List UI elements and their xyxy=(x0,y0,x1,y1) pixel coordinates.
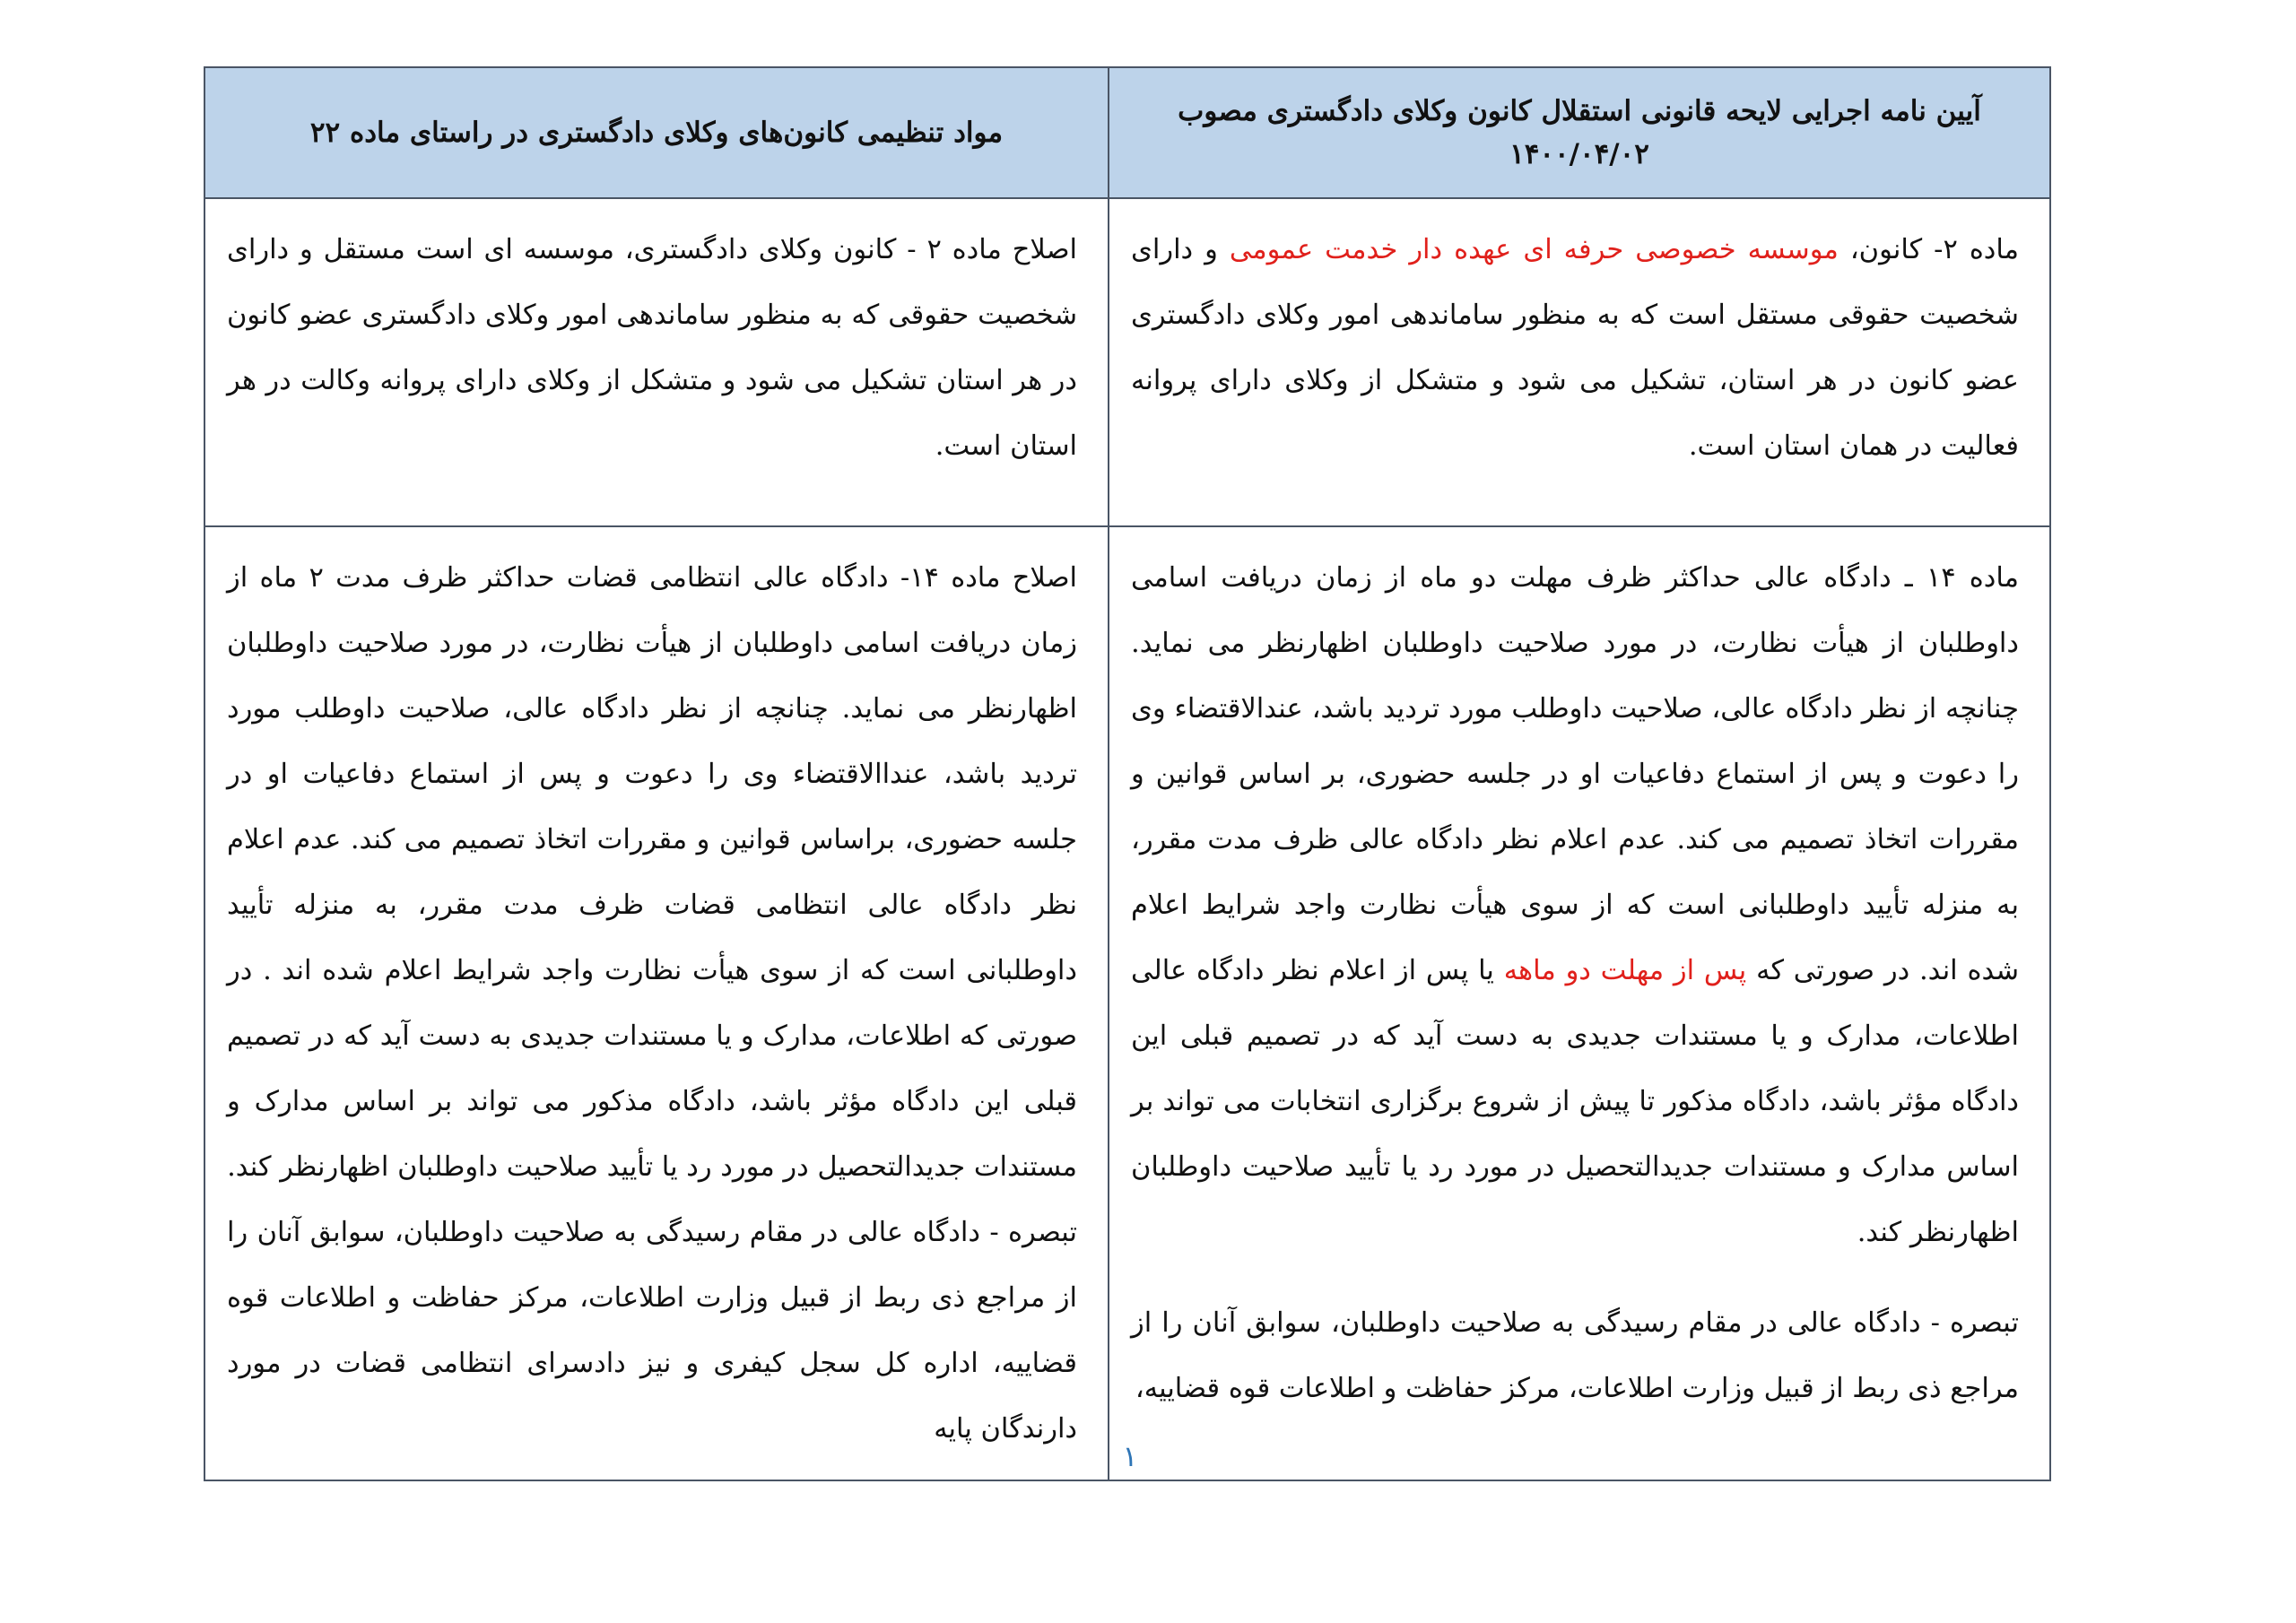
highlighted-text: موسسه خصوصی حرفه ای عهده دار خدمت عمومی xyxy=(1229,234,1839,265)
comparison-table xyxy=(204,66,2051,1481)
highlighted-text: پس از مهلت دو ماهه xyxy=(1503,955,1747,986)
table-row xyxy=(204,198,2050,526)
article-paragraph xyxy=(1131,545,2019,1265)
page-number: ۱ xyxy=(1122,1439,1138,1473)
cell-article-14-regulation xyxy=(1109,526,2050,1480)
header-bar-amendments: مواد تنظیمی کانون‌های وکلای دادگستری در راستای ماده ۲۲ xyxy=(204,67,1109,198)
cell-article-2-regulation xyxy=(1109,198,2050,526)
text-segment: و دارای شخصیت حقوقی مستقل است که به منظور ساماندهی امور وکلای دادگستری عضو کانون در هر استان، تشکیل می شود و متشکل از وکلای دارای پروانه فعالیت در همان استان است. xyxy=(1131,234,2019,462)
cell-paragraph: اصلاح ماده ۲ - کانون وکلای دادگستری، موسسه ای است مستقل و دارای شخصیت حقوقی که به منظور ساماندهی امور وکلای دادگستری عضو کانون در هر استان تشکیل می شود و متشکل از وکلای دارای پروانه وکالت در هر استان است. xyxy=(227,234,1077,462)
note-paragraph: تبصره - دادگاه عالی در مقام رسیدگی به صلاحیت داوطلبان، سوابق آنان را از مراجع ذی ربط از قبیل وزارت اطلاعات، مرکز حفاظت و اطلاعات قوه قضاییه، xyxy=(1131,1307,2019,1404)
table-header-row xyxy=(204,67,2050,198)
cell-article-2-amendment xyxy=(204,198,1109,526)
text-segment: یا پس از اعلام نظر دادگاه عالی اطلاعات، مدارک و یا مستندات جدیدی به دست آید که در تصمیم قبلی این دادگاه مؤثر باشد، دادگاه مذکور تا پیش از شروع برگزاری انتخابات می تواند بر اساس مدارک و مستندات جدیدالتحصیل در مورد رد یا تأیید صلاحیت داوطلبان اظهارنظر کند. xyxy=(1131,955,2019,1248)
text-segment: ماده ۱۴ ـ دادگاه عالی حداکثر ظرف مهلت دو ماه از زمان دریافت اسامی داوطلبان از هیأت نظارت، در مورد صلاحیت داوطلبان اظهارنظر می نماید. چنانچه از نظر دادگاه عالی، صلاحیت داوطلب مورد تردید باشد، عندالاقتضاء وی را دعوت و پس از استماع دفاعیات او در جلسه حضوری، بر اساس قوانین و مقررات اتخاذ تصمیم می کند. عدم اعلام نظر دادگاه عالی ظرف مدت مقرر، به منزله تأیید داوطلبانی است که از سوی هیأت نظارت واجد شرایط اعلام شده اند. در صورتی که xyxy=(1131,562,2020,986)
header-regulation: آیین نامه اجرایی لایحه قانونی استقلال کانون وکلای دادگستری مصوب ۱۴۰۰/۰۴/۰۲ xyxy=(1109,67,2050,198)
note-paragraph: تبصره - دادگاه عالی در مقام رسیدگی به صلاحیت داوطلبان، سوابق آنان را از مراجع ذی ربط از قبیل وزارت اطلاعات، مرکز حفاظت و اطلاعات قوه قضاییه، اداره کل سجل کیفری و نیز دادسرای انتظامی قضات در مورد دارندگان پایه xyxy=(227,1217,1077,1445)
table-row xyxy=(204,526,2050,1480)
text-segment: ماده ۲- کانون، xyxy=(1838,234,2020,265)
article-paragraph: اصلاح ماده ۱۴- دادگاه عالی انتظامی قضات حداکثر ظرف مدت ۲ ماه از زمان دریافت اسامی داوطلبان از هیأت نظارت، در مورد صلاحیت داوطلبان اظهارنظر می نماید. چنانچه از نظر دادگاه عالی، صلاحیت داوطلب مورد تردید باشد، عنداالاقتضاء وی را دعوت و پس از استماع دفاعیات او در جلسه حضوری، براساس قوانین و مقررات اتخاذ تصمیم می کند. عدم اعلام نظر دادگاه عالی انتظامی قضات ظرف مدت مقرر، به منزله تأیید داوطلبانی است که از سوی هیأت نظارت واجد شرایط اعلام شده اند . در صورتی که اطلاعات، مدارک و یا مستندات جدیدی به دست آید که در تصمیم قبلی این دادگاه مؤثر باشد، دادگاه مذکور می تواند بر اساس مدارک و مستندات جدیدالتحصیل در مورد رد یا تأیید صلاحیت داوطلبان اظهارنظر کند. xyxy=(227,562,1078,1183)
cell-article-14-amendment xyxy=(204,526,1109,1480)
